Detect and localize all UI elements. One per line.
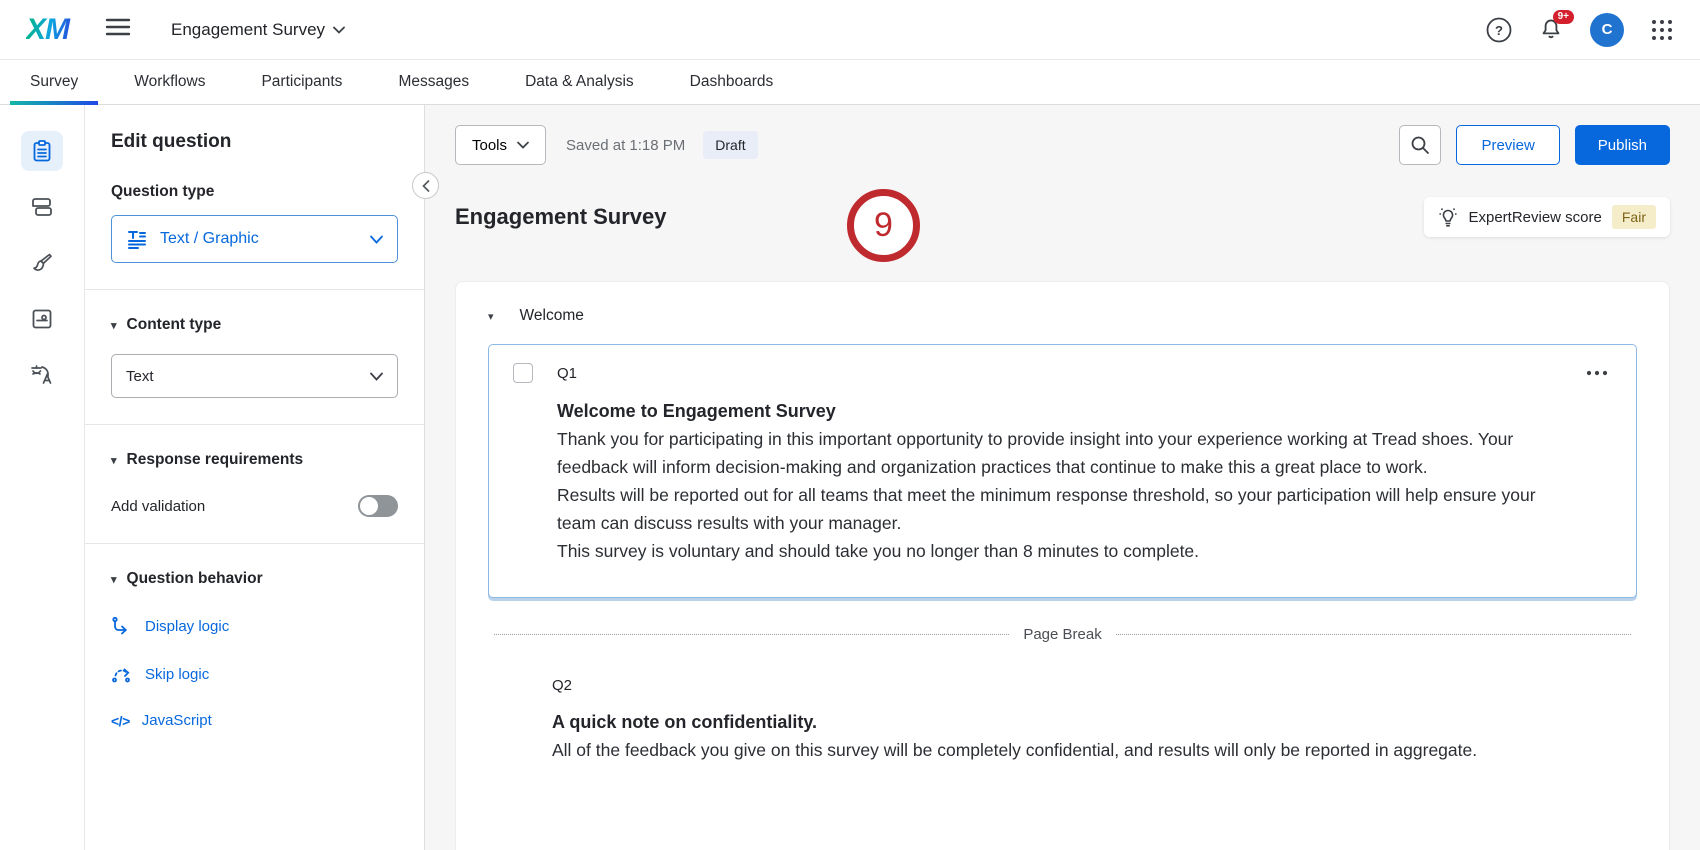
paintbrush-icon — [30, 251, 54, 275]
rail-item-survey-builder[interactable] — [21, 131, 63, 171]
question-id: Q2 — [552, 677, 573, 694]
help-icon[interactable] — [1486, 17, 1512, 43]
survey-name-dropdown[interactable] — [171, 20, 345, 40]
question-text-area[interactable] — [552, 708, 1613, 764]
question-card-q2[interactable] — [488, 659, 1637, 796]
rail-item-survey-flow[interactable] — [21, 187, 63, 227]
rail-item-look-and-feel[interactable] — [21, 243, 63, 283]
javascript-link[interactable] — [111, 712, 398, 729]
survey-name-label: Engagement Survey — [171, 19, 326, 39]
response-requirements-section-header[interactable] — [111, 451, 398, 469]
question-behavior-section-header[interactable] — [111, 570, 398, 588]
chevron-down-icon — [370, 235, 383, 244]
tab-dashboards[interactable]: Dashboards — [689, 73, 774, 90]
question-type-value: Text / Graphic — [160, 230, 259, 247]
collapse-triangle-icon: ▾ — [111, 573, 117, 586]
display-logic-label: Display logic — [145, 617, 230, 635]
skip-logic-icon — [111, 664, 133, 684]
tab-workflows[interactable]: Workflows — [134, 73, 206, 90]
expert-review-label: ExpertReview score — [1468, 208, 1602, 226]
block-collapse-triangle-icon[interactable]: ▾ — [488, 310, 494, 323]
tab-messages[interactable]: Messages — [398, 73, 470, 90]
text-graphic-icon — [126, 228, 148, 250]
block-name[interactable]: Welcome — [519, 307, 584, 324]
add-validation-label: Add validation — [111, 497, 206, 515]
content-type-section-header[interactable] — [111, 316, 398, 334]
chevron-down-icon — [517, 141, 529, 149]
question-paragraph: This survey is voluntary and should take you no longer than 8 minutes to complete. — [557, 541, 1200, 561]
page-break — [494, 626, 1631, 643]
divider — [85, 543, 424, 544]
translate-icon — [29, 363, 55, 387]
page-break-line — [1116, 634, 1631, 635]
draft-status-badge: Draft — [703, 131, 757, 159]
collapse-triangle-icon: ▾ — [111, 454, 117, 467]
divider — [85, 424, 424, 425]
display-logic-icon — [111, 616, 133, 636]
survey-block-card — [455, 281, 1670, 850]
saved-status-text: Saved at 1:18 PM — [566, 136, 686, 154]
settings-sliders-icon — [30, 307, 54, 331]
left-icon-rail — [0, 105, 85, 850]
page-break-label: Page Break — [1023, 626, 1102, 643]
divider — [85, 289, 424, 290]
toggle-knob — [360, 497, 378, 515]
annotation-marker-9 — [847, 189, 920, 262]
avatar[interactable]: C — [1590, 13, 1624, 47]
page-break-line — [494, 634, 1009, 635]
project-tabbar — [0, 60, 1700, 105]
notifications-bell-icon[interactable] — [1538, 10, 1569, 43]
response-requirements-label: Response requirements — [126, 451, 304, 468]
tab-survey[interactable]: Survey — [10, 60, 98, 104]
expert-review-score-badge: Fair — [1612, 205, 1656, 229]
add-validation-toggle[interactable] — [358, 495, 398, 517]
chevron-left-icon — [422, 180, 430, 192]
display-logic-link[interactable] — [111, 616, 398, 636]
lightbulb-icon — [1438, 206, 1458, 228]
content-type-value: Text — [126, 367, 154, 385]
tab-data-analysis[interactable]: Data & Analysis — [525, 73, 634, 90]
content-type-select[interactable] — [111, 354, 398, 398]
panel-title: Edit question — [111, 131, 232, 152]
app-grid-icon[interactable] — [1650, 18, 1674, 42]
collapse-triangle-icon: ▾ — [111, 319, 117, 332]
question-text-area[interactable] — [557, 397, 1612, 565]
question-type-label: Question type — [111, 183, 215, 200]
svg-text:?: ? — [1495, 22, 1503, 38]
tools-dropdown-button[interactable] — [455, 125, 546, 165]
collapse-panel-button[interactable] — [412, 172, 439, 199]
expert-review-pill[interactable] — [1424, 197, 1670, 237]
content-type-label: Content type — [126, 316, 222, 333]
hamburger-menu-icon[interactable] — [105, 17, 131, 42]
survey-editor-main — [425, 105, 1700, 850]
clipboard-icon — [30, 139, 54, 163]
question-title: A quick note on confidentiality. — [552, 712, 818, 732]
topbar — [0, 0, 1700, 60]
annotation-number: 9 — [874, 206, 893, 244]
code-icon: </> — [111, 712, 130, 729]
search-button[interactable] — [1399, 125, 1441, 165]
javascript-label: JavaScript — [141, 712, 212, 729]
search-icon — [1410, 135, 1430, 155]
question-title: Welcome to Engagement Survey — [557, 401, 836, 421]
edit-question-panel — [85, 105, 425, 850]
notification-count-badge: 9+ — [1553, 10, 1574, 24]
question-paragraph: All of the feedback you give on this survey will be completely confidential, and results will only be reported in aggregate. — [552, 740, 1478, 760]
question-paragraph: Thank you for participating in this important opportunity to provide insight into your experience working at Tread shoes. Your feedback will inform decision-making and organization practices that continue to make this a great place to work. — [557, 429, 1514, 477]
xm-logo: XM — [26, 13, 75, 47]
question-checkbox[interactable] — [513, 363, 533, 383]
tab-participants[interactable]: Participants — [261, 73, 343, 90]
skip-logic-link[interactable] — [111, 664, 398, 684]
chevron-down-icon — [333, 26, 345, 34]
more-options-icon[interactable] — [1582, 366, 1612, 380]
question-id: Q1 — [557, 364, 578, 382]
tools-label: Tools — [472, 136, 508, 154]
survey-title-heading: Engagement Survey — [455, 204, 667, 229]
skip-logic-label: Skip logic — [145, 665, 210, 683]
rail-item-translations[interactable] — [21, 355, 63, 395]
question-card-q1[interactable] — [488, 344, 1637, 598]
question-paragraph: Results will be reported out for all teams that meet the minimum response threshold, so your participation will help ensure your team can discuss results with your manager. — [557, 485, 1536, 533]
blocks-flow-icon — [29, 195, 55, 219]
question-behavior-label: Question behavior — [126, 570, 263, 587]
chevron-down-icon — [370, 372, 383, 381]
preview-button[interactable]: Preview — [1456, 125, 1559, 165]
publish-button[interactable]: Publish — [1575, 125, 1670, 165]
rail-item-survey-options[interactable] — [21, 299, 63, 339]
question-type-dropdown[interactable] — [111, 215, 398, 263]
